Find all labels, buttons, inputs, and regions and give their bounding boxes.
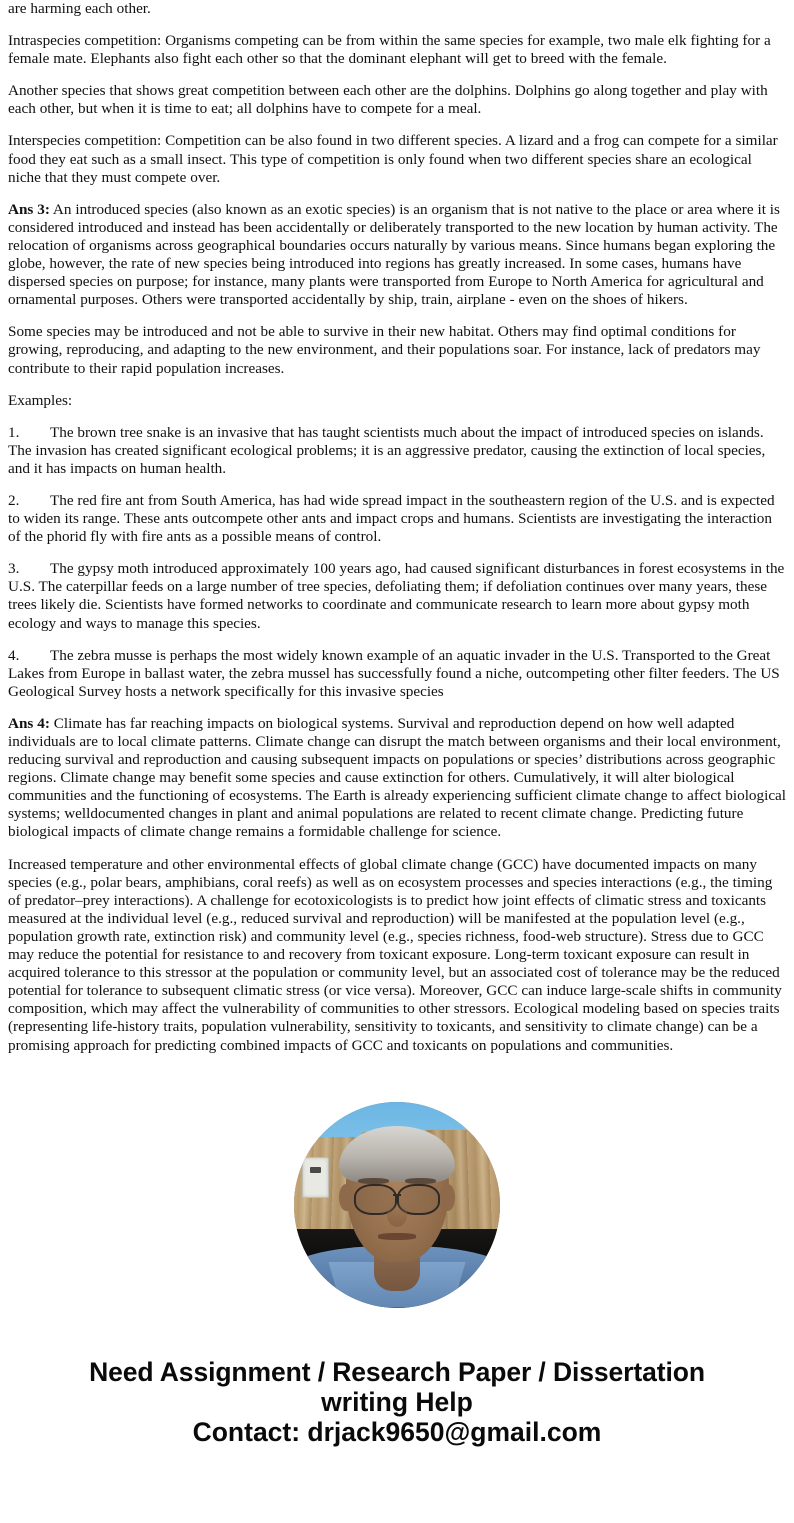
photo-ear-left	[339, 1184, 353, 1211]
list-item	[8, 647, 786, 701]
answer-4-text: Climate has far reaching impacts on biological systems. Survival and reproduction depend on how well adapted individuals are to local climate patterns. Climate change can disrupt the match between organisms and their local environment, reducing survival and reproduction and causing subsequent impacts on populations or species’ distributions across geographic regions. Climate change may benefit some species and cause extinction for others. Cumulatively, it will alter biological communities and the functioning of ecosystems. The Earth is already experiencing sufficient climate change to affect biological systems; welldocumented changes in plant and animal populations are related to recent climate change. Predicting future biological impacts of climate change remains a formidable challenge for science.	[8, 714, 787, 841]
photo-mouth	[378, 1233, 415, 1239]
promo-block	[8, 1357, 786, 1447]
examples-heading: Examples:	[8, 391, 73, 409]
paragraph-continuation: are harming each other.	[8, 0, 151, 17]
paragraph-gcc-ecotoxicology: Increased temperature and other environmental effects of global climate change (GCC) have documented impacts on many species (e.g., polar bears, amphibians, coral reefs) as well as on ecosystem processes and species interactions (e.g., the timing of predator–prey interactions). A challenge for ecotoxicologists is to predict how joint effects of climatic stress and toxicants measured at the individual level (e.g., reduced survival and reproduction) will be manifested at the population level (e.g., population growth rate, extinction risk) and community level (e.g., species richness, food-web structure). Stress due to GCC may reduce the potential for resistance to and recovery from toxicant exposure. Long-term toxicant exposure can result in acquired tolerance to this stressor at the population or community level, but an associated cost of tolerance may be the reduced potential for tolerance to subsequent climatic stress (or vice versa). Moreover, GCC can induce large-scale shifts in community composition, which may affect the vulnerability of communities to other stressors. Ecological modeling based on species traits (representing life-history traits, population vulnerability, sensitivity to toxicants, and sensitivity to climate change) can be a promising approach for predicting combined impacts of GCC and toxicants on populations and communities.	[8, 855, 782, 1054]
photo-ear-right	[440, 1184, 454, 1211]
answer-4-paragraph	[8, 715, 786, 842]
promo-headline-line-1: Need Assignment / Research Paper / Dissertation	[89, 1356, 705, 1387]
photo-eyeglass-bridge	[393, 1194, 401, 1196]
paragraph-new-habitat: Some species may be introduced and not be able to survive in their new habitat. Others may find optimal conditions for growing, reproducing, and adapting to the new environment, and their populations soar. For instance, lack of predators may contribute to their rapid population increases.	[8, 323, 761, 377]
list-item-number: 1.	[8, 423, 20, 441]
list-item-number: 3.	[8, 560, 20, 578]
paragraph-intraspecies-competition: Intraspecies competition: Organisms competing can be from within the same species for example, two male elk fighting for a female mate. Elephants also fight each other so that the dominant elephant will get to breed with the female.	[8, 32, 771, 68]
avatar	[294, 1102, 500, 1308]
list-item-text: The brown tree snake is an invasive that has taught scientists much about the impact of introduced species on islands. The invasion has created significant ecological problems; it is an aggressive predator, causing the extinction of local species, and it has impacts on human health.	[8, 423, 766, 477]
photo-background-light-switch	[302, 1157, 329, 1198]
paragraph-dolphins: Another species that shows great competition between each other are the dolphins. Dolphins go along together and play with each other, but when it is time to eat; all dolphins have to compete for a meal.	[8, 82, 768, 118]
answer-3-text: An introduced species (also known as an exotic species) is an organism that is not native to the place or area where it is considered introduced and instead has been accidentally or deliberately transported to the new location by human activity. The relocation of organisms across geographical boundaries occurs naturally by various means. Since humans began exploring the globe, however, the rate of new species being introduced into regions has greatly increased. In some cases, humans have dispersed species on purpose; for instance, many plants were transported from Europe to North America for agricultural and ornamental purposes. Others were transported accidentally by ship, train, airplane - even on the shoes of hikers.	[8, 200, 780, 309]
list-item-text: The gypsy moth introduced approximately 100 years ago, had caused significant disturbances in forest ecosystems in the U.S. The caterpillar feeds on a large number of tree species, defoliating them; if defoliation continues over many years, these trees likely die. Scientists have formed networks to coordinate and communicate research to learn more about gypsy moth ecology and ways to manage this species.	[8, 560, 785, 632]
list-item-number: 4.	[8, 646, 20, 664]
list-item-text: The zebra musse is perhaps the most widely known example of an aquatic invader in the U.S. Transported to the Great Lakes from Europe in ballast water, the zebra mussel has successfully found a niche, outcompeting other filter feeders. The US Geological Survey hosts a network specifically for this invasive species	[8, 646, 780, 700]
list-item	[8, 492, 786, 546]
answer-3-paragraph	[8, 201, 786, 310]
answer-4-label: Ans 4:	[8, 714, 50, 732]
portrait-container	[8, 1102, 786, 1308]
answer-3-label: Ans 3:	[8, 200, 50, 218]
promo-headline-line-2: writing Help	[321, 1386, 473, 1417]
list-item-number: 2.	[8, 491, 20, 509]
list-item	[8, 560, 786, 632]
paragraph-interspecies-competition: Interspecies competition: Competition can be also found in two different species. A lizard and a frog can compete for a similar food they eat such as a small insect. This type of competition is only found when two different species share an ecological niche that they must compete over.	[8, 132, 778, 186]
list-item-text: The red fire ant from South America, has had wide spread impact in the southeastern region of the U.S. and is expected to widen its range. These ants outcompete other ants and impact crops and humans. Scientists are investigating the interaction of the phorid fly with fire ants as a possible means of control.	[8, 491, 775, 546]
list-item	[8, 424, 786, 478]
promo-contact-line: Contact: drjack9650@gmail.com	[192, 1416, 602, 1447]
